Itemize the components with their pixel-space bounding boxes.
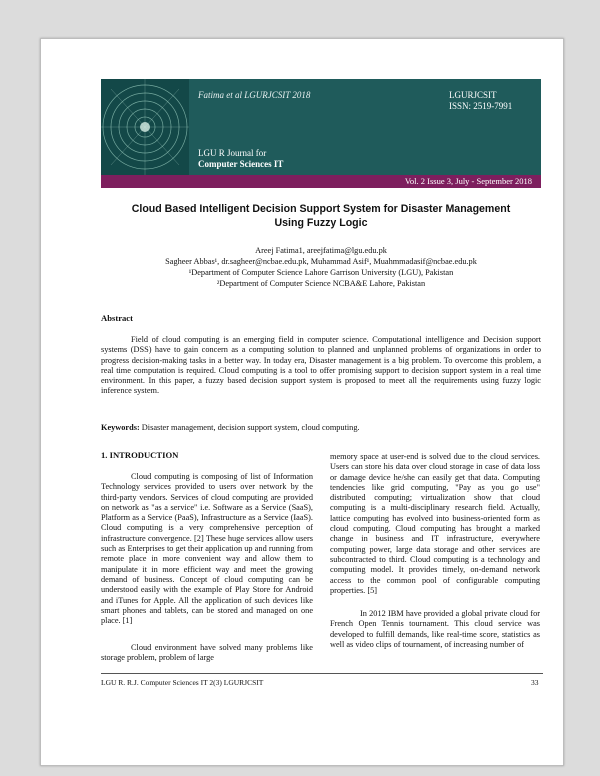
author-line-2: Sagheer Abbas¹, dr.sagheer@ncbae.edu.pk, Muhammad Asif¹, Muahmmadasif@ncbae.edu.pk	[165, 257, 477, 266]
volume-issue: Vol. 2 Issue 3, July - September 2018	[404, 176, 532, 186]
affiliation-2: ²Department of Computer Science NCBA&E Lahore, Pakistan	[216, 279, 426, 288]
journal-banner	[101, 79, 541, 175]
paper-page	[40, 38, 564, 766]
journal-code: LGURJCSIT	[449, 90, 497, 100]
author-line-1: Areej Fatima1, areejfatima@lgu.edu.pk	[255, 246, 387, 255]
keywords-label: Keywords:	[101, 423, 140, 432]
abstract-heading: Abstract	[101, 313, 133, 323]
abstract-text: Field of cloud computing is an emerging field in computer science. Computational intelligence and Decision support systems (DSS) have to gain concern as a computing solution to planned and unplanned problems of organizations in order to progress decision-making tasks in a better way. In today era, Disaster management is a big problem. To overcome this problem, a real time computation is required. Cloud computing is a tool to offer promising support to decision support system in a real time environment. In this paper, a fuzzy based decision support system is proposed to meet all the requirements using fuzzy logic inference system.	[101, 335, 541, 396]
footer-rule	[101, 673, 543, 674]
intro-paragraph-2: Cloud environment have solved many problems like storage problem, problem of large	[101, 643, 313, 663]
intro-paragraph-1: Cloud computing is composing of list of Information Technology services provided to users over network by the third-party vendors. Services of cloud computing are provided on network as "as a service" i.e. Software as a Service (SaaS), Platform as a Service (PaaS), Infrastructure as a Service (IaaS). Cloud computing is a very comprehensive perception of infrastructure convergence. [2] These huge services allow users such as Enterprises to get their application up and running from remote place in more convenient way and allow them to manipulate it in more efficient way and meet the growing demand of business. Concept of cloud computing can be understood easily with the example of Play Store for Android and iTunes for Apple. All the application of such devices like smart phones and tablets, can be stored and managed on one place. [1]	[101, 472, 313, 626]
footer-journal: LGU R. R.J. Computer Sciences IT 2(3) LGURJCSIT	[101, 678, 264, 687]
intro-paragraph-3: memory space at user-end is solved due to the cloud services. Users can store his data over cloud storage in case of data loss or damage device he/she can easily get that data. Computing tendencies like grid computing, "Pay as you go use" distributed computing; virtualization show that cloud computing is a multi-disciplinary research field. Actually, lattice computing has evolved into business-oriented form as cloud computing. Cloud computing has brought a marked change in business and IT infrastructure, everywhere computing power, large data storage and other services are subcontracted to third. Cloud computing is a technology and computing model. It provides timely, on-demand network access to the common pool of configurable computing properties. [5]	[330, 452, 540, 595]
intro-paragraph-4: In 2012 IBM have provided a global private cloud for French Open Tennis tournament. This cloud service was developed to fulfill demands, like real-time score, statistics as well as video clips of tournament, of increasing number of	[330, 609, 540, 649]
section-heading-introduction: 1. INTRODUCTION	[101, 450, 179, 460]
title-line-1: Cloud Based Intelligent Decision Support System for Disaster Management	[131, 203, 511, 215]
journal-name-line2: Computer Sciences IT	[198, 159, 284, 169]
keywords	[101, 423, 541, 432]
journal-cover-art	[101, 79, 189, 175]
title-line-2: Using Fuzzy Logic	[274, 217, 368, 229]
paper-title	[101, 202, 541, 230]
volume-bar	[101, 175, 541, 188]
keywords-text: Disaster management, decision support system, cloud computing.	[139, 423, 360, 432]
journal-name-line1: LGU R Journal for	[198, 148, 267, 158]
journal-issn: ISSN: 2519-7991	[449, 101, 513, 111]
header-authors: Fatima et al LGURJCSIT 2018	[198, 90, 311, 100]
affiliation-1: ¹Department of Computer Science Lahore Garrison University (LGU), Pakistan	[188, 268, 454, 277]
page-number: 33	[531, 678, 539, 687]
